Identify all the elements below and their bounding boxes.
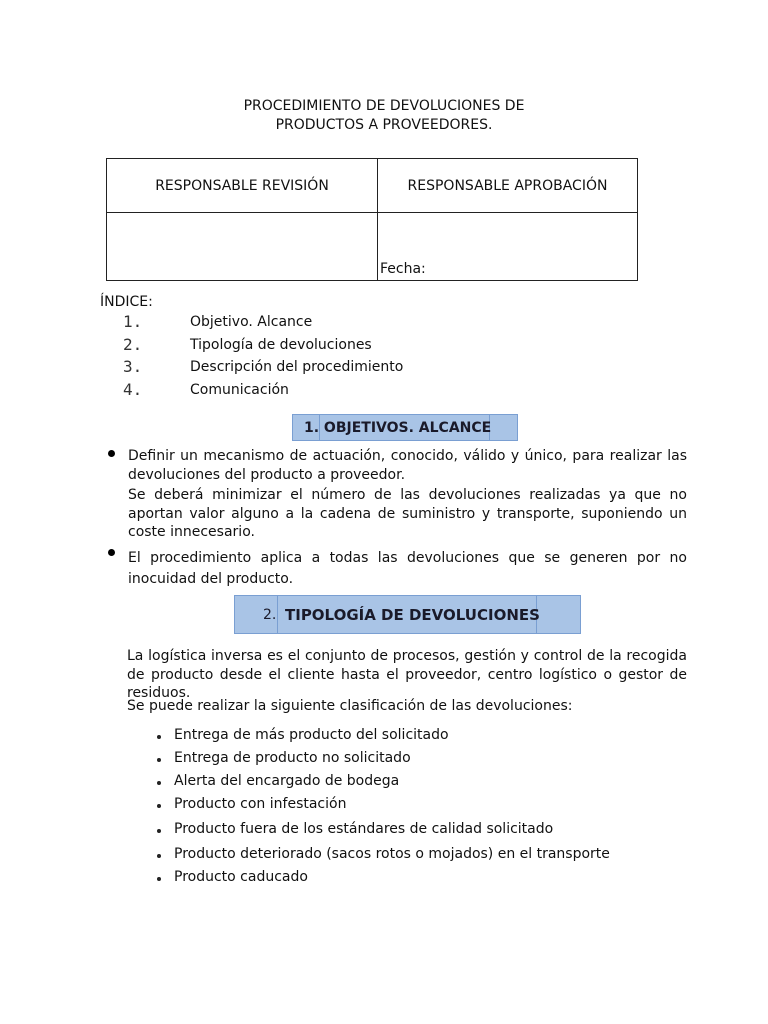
- approval-date-cell: [378, 213, 638, 281]
- section2-intro: La logística inversa es el conjunto de procesos, gestión y control de la recogida de producto desde el cliente hasta el proveedor, centro logístico o gestor de residuos.: [127, 648, 687, 701]
- responsibles-table: [106, 158, 638, 281]
- bullet-icon: [157, 758, 161, 762]
- bullet-icon: [157, 829, 161, 833]
- list-item: Entrega de producto no solicitado: [174, 750, 411, 766]
- section2-classification-intro: Se puede realizar la siguiente clasificación de las devoluciones:: [127, 698, 573, 714]
- bullet-icon: [157, 877, 161, 881]
- bullet-icon: [108, 450, 115, 457]
- bullet-icon: [108, 549, 115, 556]
- index-item-comunicacion[interactable]: Comunicación: [190, 382, 289, 398]
- document-title-line2: PRODUCTOS A PROVEEDORES.: [275, 117, 493, 133]
- review-responsible-header: RESPONSABLE REVISIÓN: [107, 159, 378, 213]
- section1-heading: 1. OBJETIVOS. ALCANCE: [304, 420, 492, 436]
- bullet-icon: [157, 804, 161, 808]
- list-item: Producto caducado: [174, 869, 308, 885]
- section1-bullet2: El procedimiento aplica a todas las devoluciones que se generen por no inocuidad del producto.: [128, 550, 687, 587]
- list-item: Alerta del encargado de bodega: [174, 773, 400, 789]
- date-label: Fecha:: [380, 261, 426, 277]
- section1-bullet1-p1: Definir un mecanismo de actuación, conocido, válido y único, para realizar las devoluciones del producto a proveedor.: [128, 448, 687, 483]
- section2-heading: TIPOLOGÍA DE DEVOLUCIONES: [285, 606, 540, 624]
- index-item-descripcion[interactable]: Descripción del procedimiento: [190, 359, 404, 375]
- index-heading: ÍNDICE:: [100, 294, 153, 310]
- index-item-objetivo[interactable]: Objetivo. Alcance: [190, 314, 313, 330]
- bullet-icon: [157, 854, 161, 858]
- index-item-number: 3.: [123, 357, 143, 376]
- list-item: Producto con infestación: [174, 796, 347, 812]
- bullet-icon: [157, 735, 161, 739]
- approval-responsible-header: RESPONSABLE APROBACIÓN: [378, 159, 638, 213]
- section2-number: 2.: [263, 607, 277, 623]
- index-item-tipologia[interactable]: Tipología de devoluciones: [190, 337, 372, 353]
- list-item: Entrega de más producto del solicitado: [174, 727, 449, 743]
- bullet-icon: [157, 781, 161, 785]
- document-title-line1: PROCEDIMIENTO DE DEVOLUCIONES DE: [243, 98, 525, 114]
- list-item: Producto deteriorado (sacos rotos o mojados) en el transporte: [174, 846, 610, 862]
- list-item: Producto fuera de los estándares de calidad solicitado: [174, 821, 554, 837]
- index-item-number: 2.: [123, 335, 143, 354]
- review-responsible-cell: [107, 213, 378, 281]
- section1-bullet1-p2: Se deberá minimizar el número de las devoluciones realizadas ya que no aportan valor alguno a la cadena de suministro y transporte, suponiendo un coste innecesario.: [128, 487, 687, 540]
- index-item-number: 1.: [123, 312, 143, 331]
- section2-heading-box: [234, 595, 581, 634]
- section1-heading-box: [292, 414, 518, 441]
- index-item-number: 4.: [123, 380, 143, 399]
